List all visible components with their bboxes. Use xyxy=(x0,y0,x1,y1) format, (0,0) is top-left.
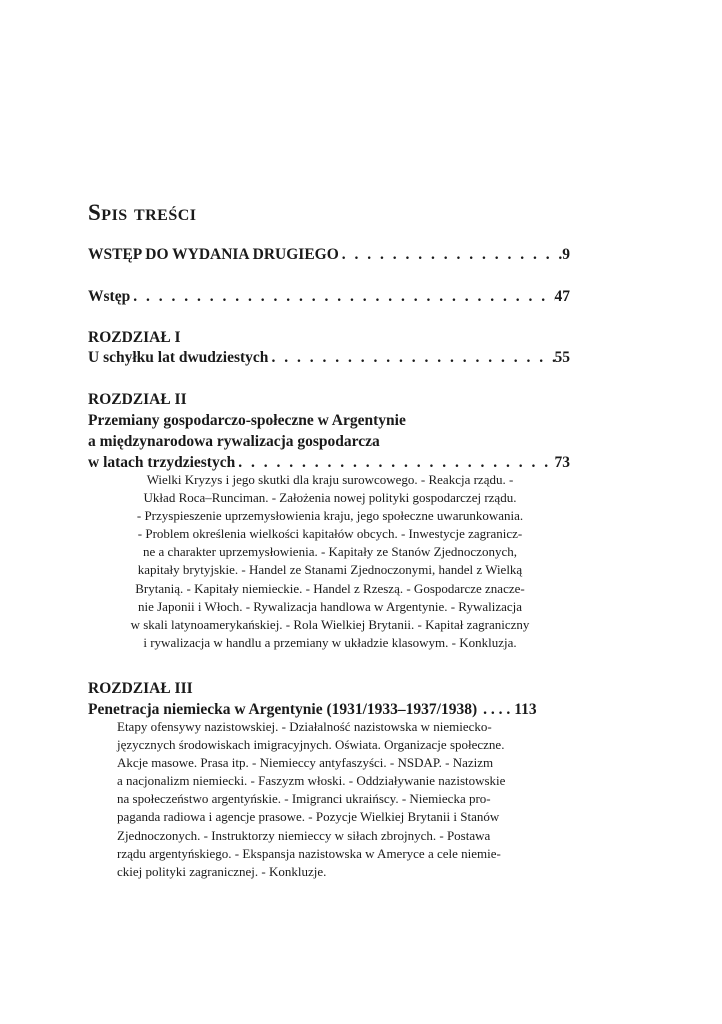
entry-label: Wstęp xyxy=(88,288,131,305)
entry-label: w latach trzydziestych xyxy=(88,454,236,471)
description-line: Układ Roca–Runciman. - Założenia nowej polityki gospodarczej rządu. xyxy=(143,490,517,506)
description-line: nie Japonii i Włoch. - Rywalizacja handlowa w Argentynie. - Rywalizacja xyxy=(137,598,523,614)
description-line: rządu argentyńskiego. - Ekspansja nazistowska w Ameryce a cele niemie- xyxy=(117,845,501,861)
page-number: 113 xyxy=(514,701,537,718)
page-number: .9 xyxy=(558,246,570,263)
description-line: paganda radiowa i agencje prasowe. - Pozycje Wielkiej Brytanii i Stanów xyxy=(117,809,500,825)
page-number: 55 xyxy=(554,349,570,366)
description-line: - Problem określenia wielkości kapitałów obcych. - Inwestycje zagranicz- xyxy=(137,526,523,542)
chapter-3-heading: ROZDZIAŁ III xyxy=(88,680,193,697)
dot-leader xyxy=(130,287,554,307)
toc-entry-chapter-2[interactable] xyxy=(88,453,570,473)
toc-entry-chapter-1[interactable] xyxy=(88,348,570,368)
description-line: a nacjonalizm niemiecki. - Faszyzm włoski. - Oddziaływanie nazistowskie xyxy=(117,773,506,789)
description-line: Akcje masowe. Prasa itp. - Niemieccy antyfaszyści. - NSDAP. - Nazizm xyxy=(117,755,494,771)
chapter-1-heading: ROZDZIAŁ I xyxy=(88,329,181,346)
description-line: ne a charakter uprzemysłowienia. - Kapitały ze Stanów Zjednoczonych, xyxy=(143,544,517,560)
description-line: na społeczeństwo argentyńskie. - Imigranci ukraińscy. - Niemiecka pro- xyxy=(117,791,491,807)
page-title: Spis treści xyxy=(88,200,197,225)
dot-leader xyxy=(235,453,554,473)
description-line: języcznych środowiskach imigracyjnych. Oświata. Organizacje społeczne. xyxy=(117,737,505,753)
chapter-2-description xyxy=(90,471,570,652)
description-line: i rywalizacja w handlu a przemiany w układzie klasowym. - Konkluzja. xyxy=(143,634,517,650)
entry-label: Penetracja niemiecka w Argentynie (1931/1933–1937/1938) xyxy=(88,701,478,718)
dot-leader xyxy=(268,348,554,368)
chapter-2-title-line: a międzynarodowa rywalizacja gospodarcza xyxy=(88,433,380,450)
page-number: 73 xyxy=(554,454,570,471)
toc-entry-chapter-3[interactable] xyxy=(88,700,570,720)
dot-leader xyxy=(339,245,559,265)
description-line: Brytanią. - Kapitały niemieckie. - Handel z Rzeszą. - Gospodarcze znacze- xyxy=(135,580,525,596)
description-line: Etapy ofensywy nazistowskiej. - Działalność nazistowska w niemiecko- xyxy=(117,719,492,734)
toc-entry-preface-second[interactable] xyxy=(88,245,570,265)
description-line: kapitały brytyjskie. - Handel ze Stanami Zjednoczonymi, handel z Wielką xyxy=(137,562,523,578)
chapter-2-heading: ROZDZIAŁ II xyxy=(88,391,187,408)
entry-label: U schyłku lat dwudziestych xyxy=(88,349,269,366)
description-line: - Przyspieszenie uprzemysłowienia kraju, jego społeczne uwarunkowania. xyxy=(136,508,524,524)
toc-entry-intro[interactable] xyxy=(88,287,570,307)
description-line: Zjednoczonych. - Instruktorzy niemieccy w siłach zbrojnych. - Postawa xyxy=(117,827,491,843)
dot-leader: . . . . xyxy=(483,701,511,718)
chapter-3-description xyxy=(117,718,597,881)
page-number: 47 xyxy=(554,288,570,305)
chapter-2-title-line: Przemiany gospodarczo-społeczne w Argentynie xyxy=(88,412,406,429)
description-line: w skali latynoamerykańskiej. - Rola Wielkiej Brytanii. - Kapitał zagraniczny xyxy=(130,616,530,632)
entry-label: WSTĘP DO WYDANIA DRUGIEGO xyxy=(88,246,339,263)
description-line: ckiej polityki zagranicznej. - Konkluzje. xyxy=(117,863,327,879)
description-line: Wielki Kryzys i jego skutki dla kraju surowcowego. - Reakcja rządu. - xyxy=(146,472,514,487)
